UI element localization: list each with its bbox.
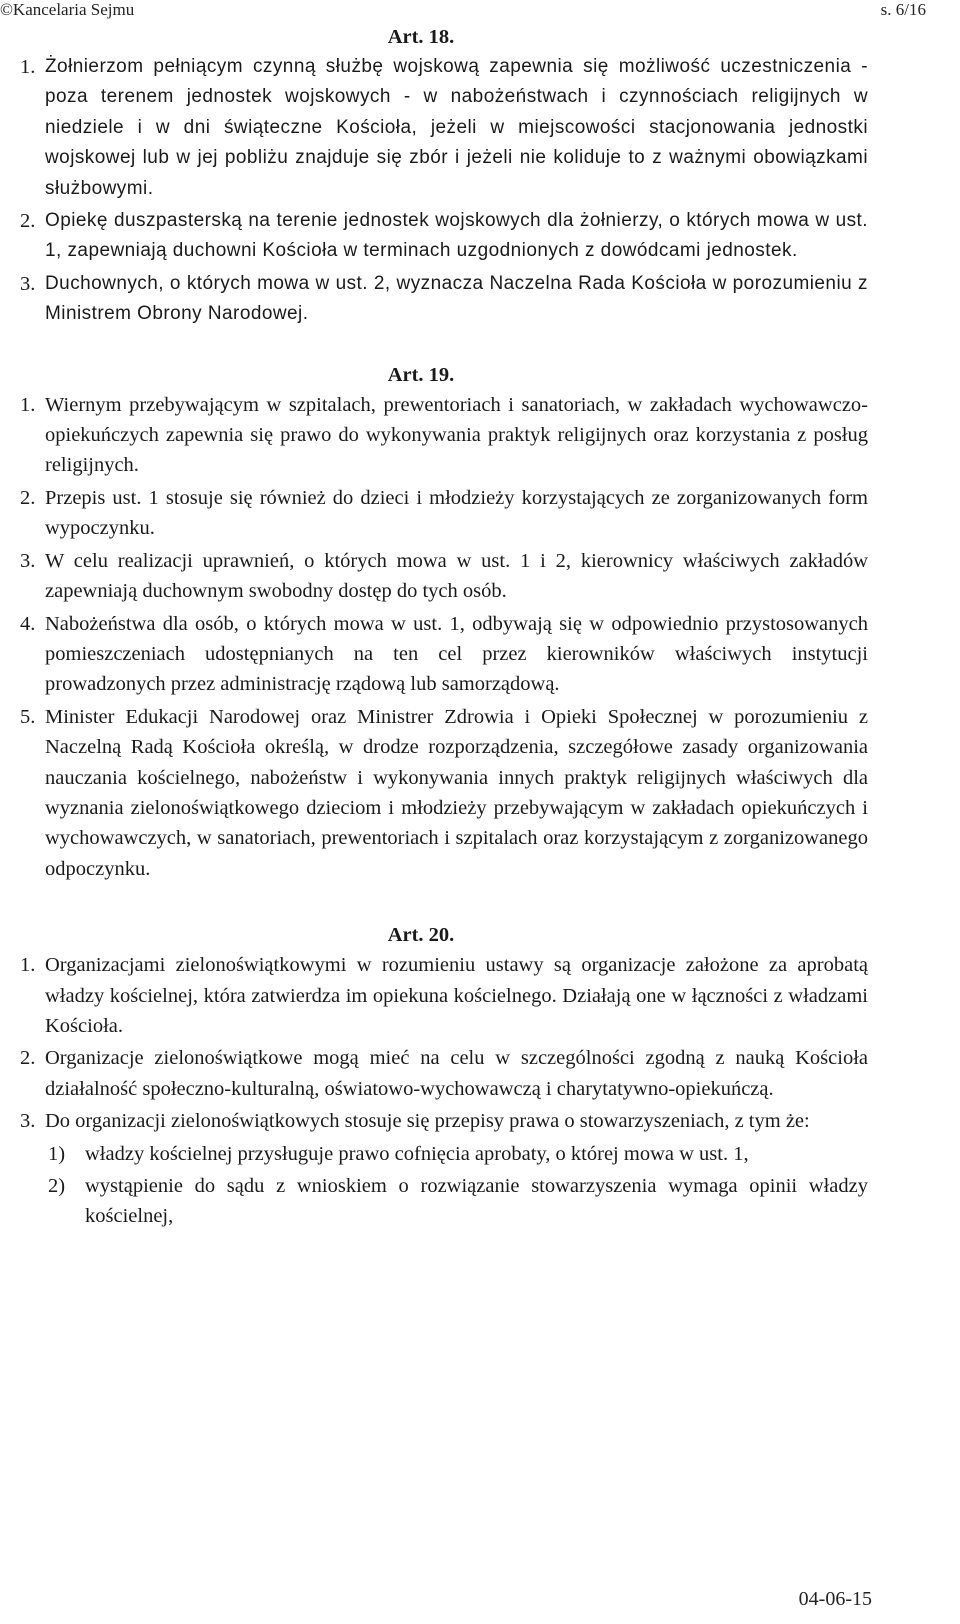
document-body (0, 22, 960, 1232)
list-item (0, 1171, 868, 1232)
paragraph (0, 269, 868, 330)
paragraph-text: Nabożeństwa dla osób, o których mowa w ust. 1, odbywają się w odpowiednio przystosowanych pomieszczeniach udostępnianych na ten cel przez kierowników właściwych instytucji prowadzonych przez administrację rządową lub samorządową. (45, 612, 868, 696)
paragraph (0, 1043, 868, 1104)
paragraph-text: Przepis ust. 1 stosuje się również do dzieci i młodzieży korzystających ze zorganizowanych form wypoczynku. (45, 486, 868, 540)
header-copyright: ©Kancelaria Sejmu (0, 0, 135, 19)
paragraph-text: Minister Edukacji Narodowej oraz Ministrer Zdrowia i Opieki Społecznej w porozumieniu z Naczelną Radą Kościoła określą, w drodze rozporządzenia, szczegółowe zasady organizowania nauczania kościelnego, nabożeństw i wykonywania innych praktyk religijnych właściwych dla wyznania zielonoświątkowego dzieciom i młodzieży przebywającym w zakładach opiekuńczych i wychowawczych, w sanatoriach, prewentoriach i szpitalach oraz korzystającym z zorganizowanego odpoczynku. (45, 705, 868, 880)
paragraph-number: 3. (20, 549, 36, 572)
paragraph-number: 3. (20, 1110, 36, 1133)
paragraph-number: 3. (20, 272, 36, 295)
list-item (0, 1139, 868, 1169)
paragraph (0, 950, 868, 1041)
paragraph-text: Organizacje zielonoświątkowe mogą mieć na celu w szczególności zgodną z nauką Kościoła działalność społeczno-kulturalną, oświatowo-wychowawczą i charytatywno-opiekuńczą. (45, 1047, 868, 1100)
paragraph (0, 702, 868, 884)
paragraph-text: Opiekę duszpasterską na terenie jednostek wojskowych dla żołnierzy, o których mowa w ust. 1, zapewniają duchowni Kościoła w terminach uzgodnionych z dowódcami jednostek. (45, 210, 868, 262)
paragraph-number: 1. (20, 56, 36, 78)
footer-date: 04-06-15 (798, 1588, 872, 1610)
point-number: 2) (48, 1175, 66, 1197)
point-number: 1) (48, 1142, 66, 1165)
paragraph-number: 2. (20, 210, 36, 233)
paragraph-text: Żołnierzom pełniącym czynną służbę wojskową zapewnia się możliwość uczestniczenia - poza terenem jednostek wojskowych - w nabożeństwach i czynnościach religijnych w niedziele i w dni świąteczne Kościoła, jeżeli w miejscowości stacjonowania jednostki wojskowej lub w jej pobliżu znajduje się zbór i jeżeli nie koliduje to z ważnymi obowiązkami służbowymi. (45, 56, 868, 199)
paragraph (0, 609, 868, 700)
paragraph-text: W celu realizacji uprawnień, o których mowa w ust. 1 i 2, kierownicy właściwych zakładów zapewniają duchownym swobodny dostęp do tych osób. (45, 549, 868, 603)
point-text: władzy kościelnej przysługuje prawo cofnięcia aprobaty, o której mowa w ust. 1, (85, 1142, 749, 1165)
paragraph (0, 206, 868, 267)
article-title: Art. 19. (387, 363, 455, 386)
paragraph (0, 52, 868, 204)
paragraph-number: 4. (20, 612, 36, 635)
paragraph (0, 1106, 868, 1136)
paragraph (0, 483, 868, 544)
point-text: wystąpienie do sądu z wnioskiem o rozwiązanie stowarzyszenia wymaga opinii władzy kościelnej, (85, 1175, 868, 1228)
paragraph-text: Organizacjami zielonoświątkowymi w rozumieniu ustawy są organizacje założone za aprobatą władzy kościelnej, która zatwierdza im opiekuna kościelnego. Działają one w łączności z władzami Kościoła. (45, 954, 868, 1037)
paragraph-text: Do organizacji zielonoświątkowych stosuje się przepisy prawa o stowarzyszeniach, z tym że: (45, 1110, 810, 1133)
paragraph (0, 390, 868, 481)
paragraph-number: 1. (20, 954, 36, 977)
paragraph-text: Duchownych, o których mowa w ust. 2, wyznacza Naczelna Rada Kościoła w porozumieniu z Ministrem Obrony Narodowej. (45, 272, 868, 325)
paragraph-number: 2. (20, 486, 36, 509)
paragraph-number: 2. (20, 1047, 36, 1070)
page-number: s. 6/16 (880, 0, 926, 19)
article-title: Art. 20. (387, 924, 455, 947)
article-title: Art. 18. (387, 26, 455, 48)
paragraph-number: 1. (20, 393, 36, 416)
paragraph-text: Wiernym przebywającym w szpitalach, prewentoriach i sanatoriach, w zakładach wychowawczo-opiekuńczych zapewnia się prawo do wykonywania praktyk religijnych oraz korzystania z posług religijnych. (45, 393, 868, 477)
paragraph (0, 546, 868, 607)
paragraph-number: 5. (20, 705, 36, 728)
